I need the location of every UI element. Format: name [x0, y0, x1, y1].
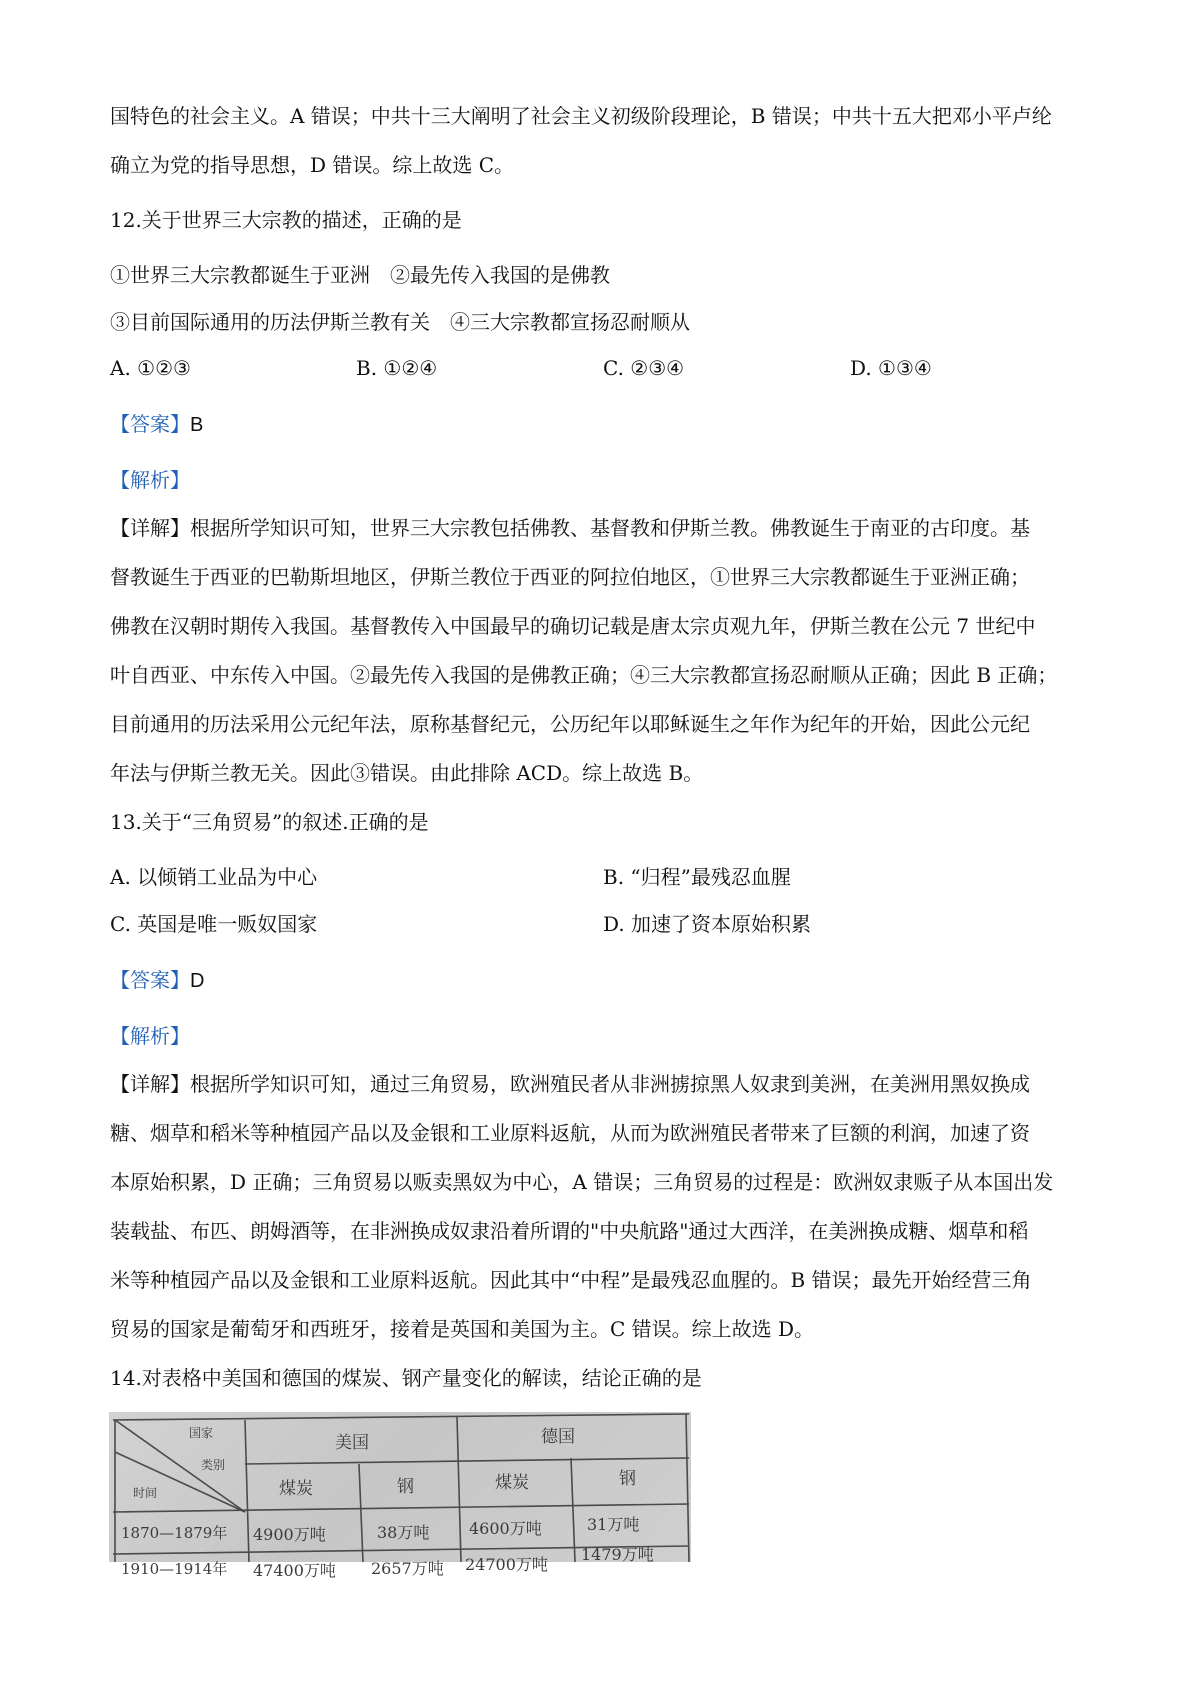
question-12-stem: 12.关于世界三大宗教的描述，正确的是: [110, 208, 462, 232]
table-row-1-period: 1870—1879年: [121, 1524, 228, 1542]
q12-option-d: D. ①③④: [850, 356, 932, 380]
q13-option-a: A. 以倾销工业品为中心: [110, 865, 318, 889]
text-line: 确立为党的指导思想，D 错误。综上故选 C。: [110, 153, 515, 177]
text-line: 贸易的国家是葡萄牙和西班牙，接着是英国和美国为主。C 错误。综上故选 D。: [110, 1317, 815, 1341]
text-line: 督教诞生于西亚的巴勒斯坦地区，伊斯兰教位于西亚的阿拉伯地区，①世界三大宗教都诞生于亚洲正确；: [110, 565, 1030, 589]
text-line: 本原始积累，D 正确；三角贸易以贩卖黑奴为中心，A 错误；三角贸易的过程是：欧洲奴隶贩子从本国出发: [110, 1170, 1054, 1194]
table-cell: 47400万吨: [253, 1561, 336, 1580]
table-corner-country: 国家: [189, 1426, 214, 1440]
answer-value: D: [190, 970, 205, 992]
q12-answer: [110, 410, 1100, 439]
q12-option-a: A. ①②③: [110, 356, 191, 380]
text-line: 装载盐、布匹、朗姆酒等，在非洲换成奴隶沿着所谓的"中央航路"通过大西洋，在美洲换成糖、烟草和稻: [110, 1219, 1029, 1243]
table-header-germany: 德国: [541, 1427, 575, 1447]
q13-option-b: B. “归程”最残忍血腥: [603, 865, 791, 889]
table-cell: 31万吨: [587, 1515, 640, 1534]
table-row-2-period: 1910—1914年: [121, 1560, 228, 1578]
q12-option-c: C. ②③④: [603, 356, 685, 380]
text-line: 年法与伊斯兰教无关。因此③错误。由此排除 ACD。综上故选 B。: [110, 761, 704, 785]
q13-option-c: C. 英国是唯一贩奴国家: [110, 912, 318, 936]
q12-statement-line: ①世界三大宗教都诞生于亚洲 ②最先传入我国的是佛教: [110, 263, 610, 287]
previous-explanation: [110, 102, 1100, 200]
table-header-germany-coal: 煤炭: [495, 1473, 529, 1493]
q13-option-d: D. 加速了资本原始积累: [603, 912, 812, 936]
table-cell: 24700万吨: [465, 1555, 548, 1574]
q12-statement-line: ③目前国际通用的历法伊斯兰教有关 ④三大宗教都宣扬忍耐顺从: [110, 310, 690, 334]
data-table-photo: [109, 1412, 691, 1580]
table-header-usa-steel: 钢: [397, 1477, 414, 1497]
q13-analysis-label: 【解析】: [110, 1024, 190, 1048]
text-line: 米等种植园产品以及金银和工业原料返航。因此其中“中程”是最残忍血腥的。B 错误；最先开始经营三角: [110, 1268, 1032, 1292]
text-line: 佛教在汉朝时期传入我国。基督教传入中国最早的确切记载是唐太宗贞观九年，伊斯兰教在公元 7 世纪中: [110, 614, 1036, 638]
text-line: 国特色的社会主义。A 错误；中共十三大阐明了社会主义初级阶段理论，B 错误；中共十五大把邓小平卢纶: [110, 104, 1052, 128]
table-header-usa: 美国: [335, 1433, 369, 1453]
answer-label: 【答案】: [110, 968, 190, 992]
q13-answer: [110, 966, 1100, 995]
table-header-germany-steel: 钢: [619, 1469, 636, 1489]
answer-value: B: [190, 414, 204, 436]
table-cell: 1479万吨: [581, 1545, 654, 1564]
text-line: 目前通用的历法采用公元纪年法，原称基督纪元，公历纪年以耶稣诞生之年作为纪年的开始，因此公元纪: [110, 712, 1030, 736]
table-cell: 4900万吨: [253, 1525, 326, 1544]
answer-label: 【答案】: [110, 412, 190, 436]
table-header-usa-coal: 煤炭: [279, 1479, 313, 1499]
table-cell: 4600万吨: [469, 1519, 542, 1538]
question-13-stem: 13.关于“三角贸易”的叙述.正确的是: [110, 810, 429, 834]
question-14-stem: 14.对表格中美国和德国的煤炭、钢产量变化的解读，结论正确的是: [110, 1366, 702, 1390]
table-cell: 38万吨: [377, 1523, 430, 1542]
text-line: 糖、烟草和稻米等种植园产品以及金银和工业原料返航，从而为欧洲殖民者带来了巨额的利润，加速了资: [110, 1121, 1030, 1145]
q12-detail: [110, 514, 1100, 808]
q12-option-b: B. ①②④: [356, 356, 438, 380]
table-corner-time: 时间: [133, 1486, 158, 1500]
q12-analysis-label: 【解析】: [110, 468, 190, 492]
text-line: 叶自西亚、中东传入中国。②最先传入我国的是佛教正确；④三大宗教都宣扬忍耐顺从正确；因此 B 正确；: [110, 663, 1058, 687]
text-line: 【详解】根据所学知识可知，世界三大宗教包括佛教、基督教和伊斯兰教。佛教诞生于南亚的古印度。基: [110, 516, 1030, 540]
table-corner-category: 类别: [201, 1458, 226, 1472]
q13-detail: [110, 1070, 1100, 1364]
table-cell: 2657万吨: [371, 1559, 444, 1578]
text-line: 【详解】根据所学知识可知，通过三角贸易，欧洲殖民者从非洲掳掠黑人奴隶到美洲，在美洲用黑奴换成: [110, 1072, 1030, 1096]
